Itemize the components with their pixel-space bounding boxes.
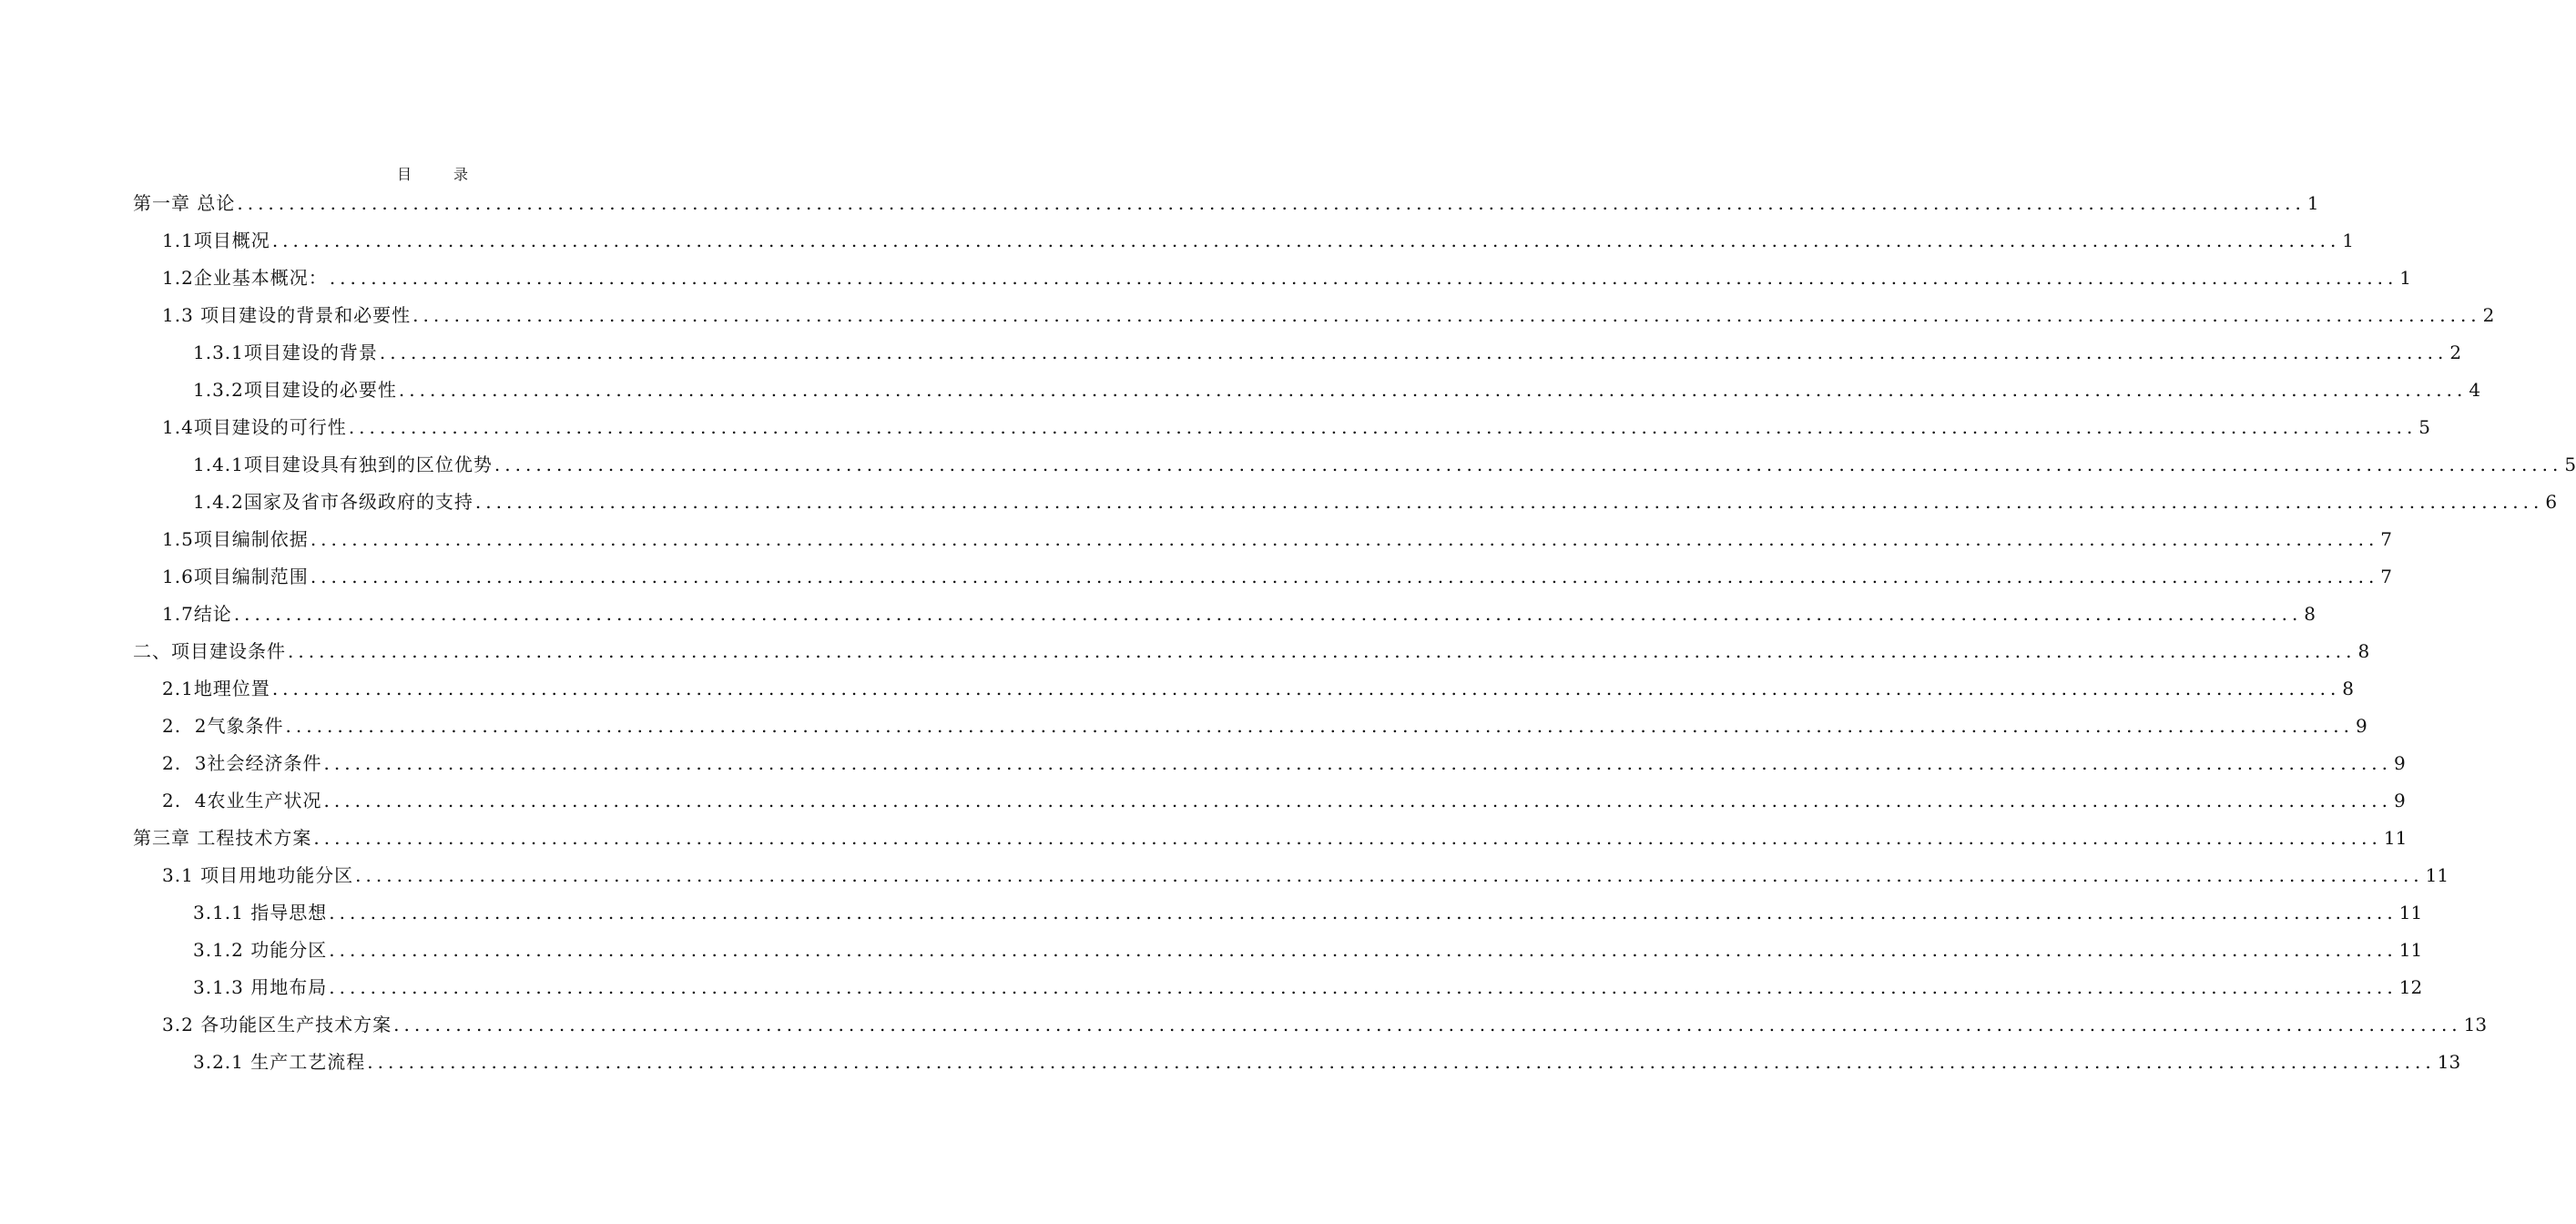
toc-entry-title: 各功能区生产技术方案 (200, 1014, 392, 1035)
toc-entry-title: 社会经济条件 (207, 752, 322, 774)
toc-entry-title: 企业基本概况： (193, 267, 328, 289)
dot-leader: ........................................................................................................................................................................................................ (398, 379, 2468, 401)
toc-entry-page-number: 11 (2398, 902, 2423, 923)
toc-entry-title: 工程技术方案 (197, 827, 312, 849)
toc-entry-number: 3.2 (162, 1014, 201, 1035)
toc-entry-page-number: 7 (2380, 566, 2393, 587)
toc-entry-title: 农业生产状况 (207, 790, 322, 811)
toc-entry-number: 第三章 (133, 827, 198, 849)
toc-entry-number: 1.4.2 (193, 491, 244, 513)
toc-entry[interactable] (133, 820, 2408, 856)
toc-entry-number: 2.1 (162, 678, 194, 699)
toc-entry-title: 项目建设的可行性 (193, 416, 347, 438)
dot-leader: ........................................................................................................................................................................................................ (412, 304, 2481, 326)
dot-leader: ........................................................................................................................................................................................................ (323, 790, 2393, 811)
toc-entry-title: 气象条件 (207, 715, 284, 737)
dot-leader: ........................................................................................................................................................................................................ (474, 491, 2544, 513)
dot-leader: ........................................................................................................................................................................................................ (367, 1051, 2436, 1073)
toc-entry-page-number: 5 (2418, 416, 2431, 438)
toc-entry[interactable] (162, 745, 2406, 781)
toc-entry[interactable] (193, 372, 2481, 408)
toc-entry[interactable] (193, 932, 2423, 968)
toc-entry[interactable] (162, 521, 2393, 557)
toc-entry[interactable] (162, 260, 2412, 296)
toc-entry-number: 3.1.3 (193, 976, 251, 998)
toc-entry[interactable] (193, 969, 2423, 1005)
dot-leader: ........................................................................................................................................................................................................ (285, 715, 2355, 737)
toc-entry-number: 1.3.2 (193, 379, 244, 401)
dot-leader: ........................................................................................................................................................................................................ (271, 230, 2341, 251)
toc-entry[interactable] (162, 708, 2367, 744)
dot-leader: ........................................................................................................................................................................................................ (329, 267, 2398, 289)
toc-entry-number: 3.1.1 (193, 902, 251, 923)
toc-entry[interactable] (162, 670, 2355, 707)
toc-entry[interactable] (162, 782, 2406, 819)
dot-leader: ........................................................................................................................................................................................................ (355, 864, 2424, 886)
toc-entry-title: 用地布局 (250, 976, 328, 998)
toc-entry-title: 项目建设的背景和必要性 (200, 304, 412, 326)
toc-entry-number: 1.4 (162, 416, 194, 438)
toc-entry-page-number: 6 (2545, 491, 2558, 513)
toc-entry[interactable] (162, 857, 2449, 893)
toc-entry-page-number: 9 (2356, 715, 2367, 737)
toc-entry-number: 1.5 (162, 528, 194, 550)
toc-entry-page-number: 2 (2449, 342, 2462, 363)
toc-entry[interactable] (193, 894, 2423, 931)
toc-entry[interactable] (133, 185, 2319, 221)
toc-entry-number: 第一章 (133, 192, 198, 214)
toc-entry[interactable] (193, 446, 2576, 483)
toc-entry-page-number: 13 (2463, 1014, 2488, 1035)
toc-entry-page-number: 1 (2306, 192, 2319, 214)
toc-entry[interactable] (162, 558, 2393, 595)
toc-entry-title: 总论 (197, 192, 236, 214)
dot-leader: ........................................................................................................................................................................................................ (494, 454, 2563, 475)
toc-entry[interactable] (133, 633, 2370, 669)
toc-entry-number: 3.1 (162, 864, 201, 886)
toc-entry-number: 2. 4 (162, 790, 208, 811)
toc-entry-number: 1.7 (162, 603, 194, 625)
toc-entry[interactable] (162, 596, 2316, 632)
toc-entry-page-number: 8 (2304, 603, 2316, 625)
toc-entry[interactable] (162, 409, 2431, 445)
toc-entry-number: 1.1 (162, 230, 194, 251)
dot-leader: ........................................................................................................................................................................................................ (271, 678, 2341, 699)
toc-entry-title: 项目用地功能分区 (200, 864, 354, 886)
toc-entry-number: 2. 2 (162, 715, 208, 737)
toc-entry-page-number: 11 (2383, 827, 2408, 849)
toc-entry-title: 项目建设的背景 (243, 342, 378, 363)
toc-entry-page-number: 4 (2469, 379, 2481, 401)
dot-leader: ........................................................................................................................................................................................................ (288, 640, 2357, 662)
toc-entry-title: 指导思想 (250, 902, 328, 923)
toc-entry-page-number: 8 (2342, 678, 2355, 699)
toc-entry-number: 1.3.1 (193, 342, 244, 363)
toc-entry[interactable] (162, 222, 2355, 259)
toc-entry-page-number: 9 (2394, 752, 2406, 774)
toc-entry-title: 国家及省市各级政府的支持 (243, 491, 473, 513)
toc-entry-number: 2. 3 (162, 752, 208, 774)
toc-entry[interactable] (162, 1006, 2488, 1043)
dot-leader: ........................................................................................................................................................................................................ (310, 528, 2379, 550)
toc-entry-page-number: 11 (2398, 939, 2423, 961)
toc-entry-title: 项目建设的必要性 (243, 379, 397, 401)
toc-entry-title: 项目编制范围 (193, 566, 309, 587)
toc-entry-page-number: 7 (2380, 528, 2393, 550)
toc-entry-page-number: 12 (2398, 976, 2423, 998)
dot-leader: ........................................................................................................................................................................................................ (323, 752, 2393, 774)
toc-entry-number: 1.3 (162, 304, 201, 326)
toc-entry-title: 项目建设具有独到的区位优势 (243, 454, 493, 475)
toc-entry-title: 结论 (193, 603, 232, 625)
toc-entry[interactable] (162, 297, 2495, 333)
dot-leader: ........................................................................................................................................................................................................ (233, 603, 2303, 625)
dot-leader: ........................................................................................................................................................................................................ (237, 192, 2306, 214)
toc-entry-number: 1.6 (162, 566, 194, 587)
toc-entry-title: 项目概况 (193, 230, 270, 251)
toc-entry-page-number: 1 (2342, 230, 2355, 251)
toc-entry[interactable] (193, 1044, 2461, 1080)
toc-entry-title: 地理位置 (193, 678, 270, 699)
toc-entry-page-number: 1 (2399, 267, 2412, 289)
dot-leader: ........................................................................................................................................................................................................ (379, 342, 2449, 363)
dot-leader: ........................................................................................................................................................................................................ (329, 976, 2398, 998)
toc-entry-page-number: 13 (2437, 1051, 2461, 1073)
dot-leader: ........................................................................................................................................................................................................ (329, 939, 2398, 961)
toc-entry-number: 1.2 (162, 267, 194, 289)
toc-entry[interactable] (193, 334, 2462, 371)
toc-entry-number: 3.1.2 (193, 939, 251, 961)
toc-entry-title: 项目编制依据 (193, 528, 309, 550)
toc-entry-title: 生产工艺流程 (250, 1051, 366, 1073)
toc-entry[interactable] (193, 484, 2558, 520)
toc-entry-number: 1.4.1 (193, 454, 244, 475)
toc-entry-page-number: 9 (2394, 790, 2406, 811)
toc-entry-page-number: 11 (2425, 864, 2449, 886)
dot-leader: ........................................................................................................................................................................................................ (310, 566, 2379, 587)
toc-entry-page-number: 2 (2482, 304, 2495, 326)
toc-title: 目录 (396, 166, 510, 183)
dot-leader: ........................................................................................................................................................................................................ (348, 416, 2418, 438)
toc-entry-number: 3.2.1 (193, 1051, 251, 1073)
toc-entry-page-number: 8 (2357, 640, 2370, 662)
toc-entry-page-number: 5 (2564, 454, 2576, 475)
dot-leader: ........................................................................................................................................................................................................ (313, 827, 2382, 849)
toc-entry-title: 功能分区 (250, 939, 328, 961)
dot-leader: ........................................................................................................................................................................................................ (329, 902, 2398, 923)
dot-leader: ........................................................................................................................................................................................................ (393, 1014, 2462, 1035)
toc-entry-title: 二、项目建设条件 (133, 640, 286, 662)
